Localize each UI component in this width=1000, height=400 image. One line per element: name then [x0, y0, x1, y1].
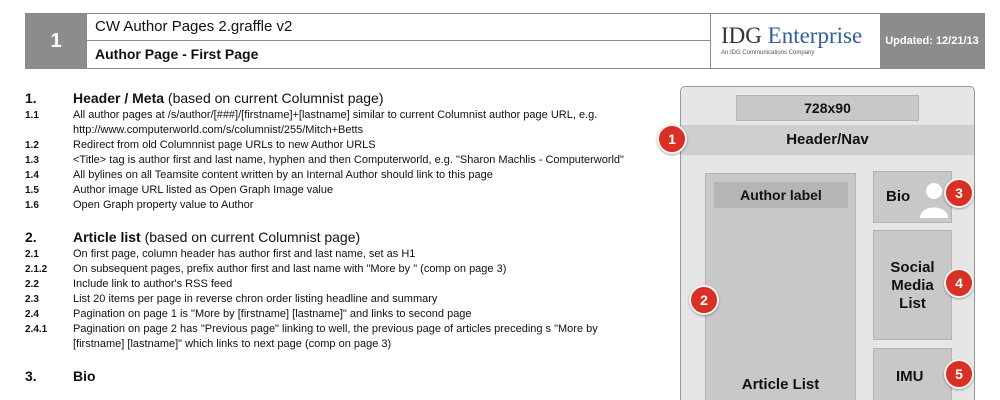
spec-item-text: All author pages at /s/author/[###]/[firstname]+[lastname] similar to current Columnist author page URL, e.g. http://www.computerworld.com/s/columnist/255/Mitch+Betts: [73, 109, 598, 136]
section-title-bold: Header / Meta: [73, 90, 165, 106]
section-subtitle: (based on current Columnist page): [140, 229, 361, 245]
page-name: Author Page - First Page: [86, 41, 710, 68]
file-name: CW Author Pages 2.graffle v2: [86, 14, 710, 41]
spec-item: [25, 198, 640, 213]
section-title: [73, 88, 384, 108]
spec-notes: [25, 88, 640, 386]
spec-item-text: List 20 items per page in reverse chron order listing headline and summary: [73, 293, 438, 305]
spec-item-number: 1.5: [25, 185, 39, 196]
spec-item-number: 1.1: [25, 110, 39, 121]
callout-marker-5: 5: [944, 359, 974, 389]
spec-item: [25, 108, 640, 138]
page-number: 1: [26, 14, 86, 68]
spec-item-text: On first page, column header has author first and last name, set as H1: [73, 248, 416, 260]
section-title: [73, 227, 360, 247]
spec-item-number: 2.4: [25, 309, 39, 320]
spec-item-number: 1.2: [25, 140, 39, 151]
spec-item-number: 2.1.2: [25, 264, 48, 275]
spec-item-text: Pagination on page 1 is "More by [firstname] [lastname]" and links to second page: [73, 308, 472, 320]
wire-social-media-list: [873, 230, 952, 340]
spec-item: [25, 168, 640, 183]
spec-item: [25, 183, 640, 198]
spec-item-number: 2.4.1: [25, 324, 48, 335]
section-heading: [25, 227, 640, 247]
spec-item: [25, 153, 640, 168]
wire-social-line: Social: [890, 259, 935, 276]
spec-item-number: 1.3: [25, 155, 39, 166]
section-number: 3.: [25, 368, 37, 384]
spec-item-text: Redirect from old Columnnist page URLs to new Author URLS: [73, 139, 376, 151]
spec-item-text: Author image URL listed as Open Graph Image value: [73, 184, 334, 196]
section-heading: [25, 366, 640, 386]
section-title-bold: Article list: [73, 229, 141, 245]
section-title-bold: Bio: [73, 368, 96, 384]
updated-date: Updated: 12/21/13: [880, 14, 984, 68]
callout-marker-1: 1: [657, 124, 687, 154]
section-subtitle: (based on current Columnist page): [164, 90, 384, 106]
spec-item-number: 2.1: [25, 249, 39, 260]
wire-header-nav: Header/Nav: [681, 125, 974, 155]
wire-bio: [873, 171, 952, 223]
logo-tagline: An IDG Communications Company: [721, 50, 815, 56]
spec-item-text: <Title> tag is author first and last name, hyphen and then Computerworld, e.g. "Sharon Machlis - Computerworld": [73, 154, 624, 166]
spec-item-text: Pagination on page 2 has "Previous page" linking to well, the previous page of articles preceding s "More by [firstname] [lastname]" which links to next page (comp on page 3): [73, 323, 598, 350]
wire-bio-label: Bio: [886, 188, 911, 205]
wire-social-line: List: [899, 295, 926, 312]
spec-item-text: Open Graph property value to Author: [73, 199, 254, 211]
logo-brand-idg: IDG: [721, 23, 762, 48]
spec-item-number: 2.3: [25, 294, 39, 305]
wire-author-label: Author label: [714, 182, 848, 208]
logo-brand-enterprise: Enterprise: [767, 23, 863, 48]
page-wireframe: [680, 86, 975, 400]
wire-social-line: Media: [891, 277, 934, 294]
callout-marker-3: 3: [944, 178, 974, 208]
spec-item-number: 2.2: [25, 279, 39, 290]
spec-item: [25, 138, 640, 153]
spec-item: [25, 247, 640, 262]
wire-imu: IMU: [873, 348, 952, 400]
section-heading: [25, 88, 640, 108]
logo-wordmark: [721, 24, 880, 48]
spec-item: [25, 277, 640, 292]
wire-article-list: [705, 173, 856, 400]
section-title: [73, 366, 96, 386]
idg-enterprise-logo: [710, 14, 880, 68]
spec-item-number: 1.6: [25, 200, 39, 211]
spec-item-text: Include link to author's RSS feed: [73, 278, 233, 290]
spec-item: [25, 262, 640, 277]
spec-item: [25, 307, 640, 322]
wire-ad-728x90: 728x90: [736, 95, 919, 121]
spec-item: [25, 322, 640, 352]
callout-marker-4: 4: [944, 268, 974, 298]
callout-marker-2: 2: [689, 285, 719, 315]
spec-item-number: 1.4: [25, 170, 39, 181]
spec-item-text: On subsequent pages, prefix author first and last name with "More by " (comp on page 3): [73, 263, 507, 275]
title-block: [25, 13, 985, 69]
wire-article-list-label: Article List: [741, 376, 820, 393]
spec-item: [25, 292, 640, 307]
section-number: 1.: [25, 90, 37, 106]
section-spacer: [25, 213, 640, 227]
spec-item-text: All bylines on all Teamsite content written by an Internal Author should link to this page: [73, 169, 493, 181]
section-spacer: [25, 352, 640, 366]
section-number: 2.: [25, 229, 37, 245]
